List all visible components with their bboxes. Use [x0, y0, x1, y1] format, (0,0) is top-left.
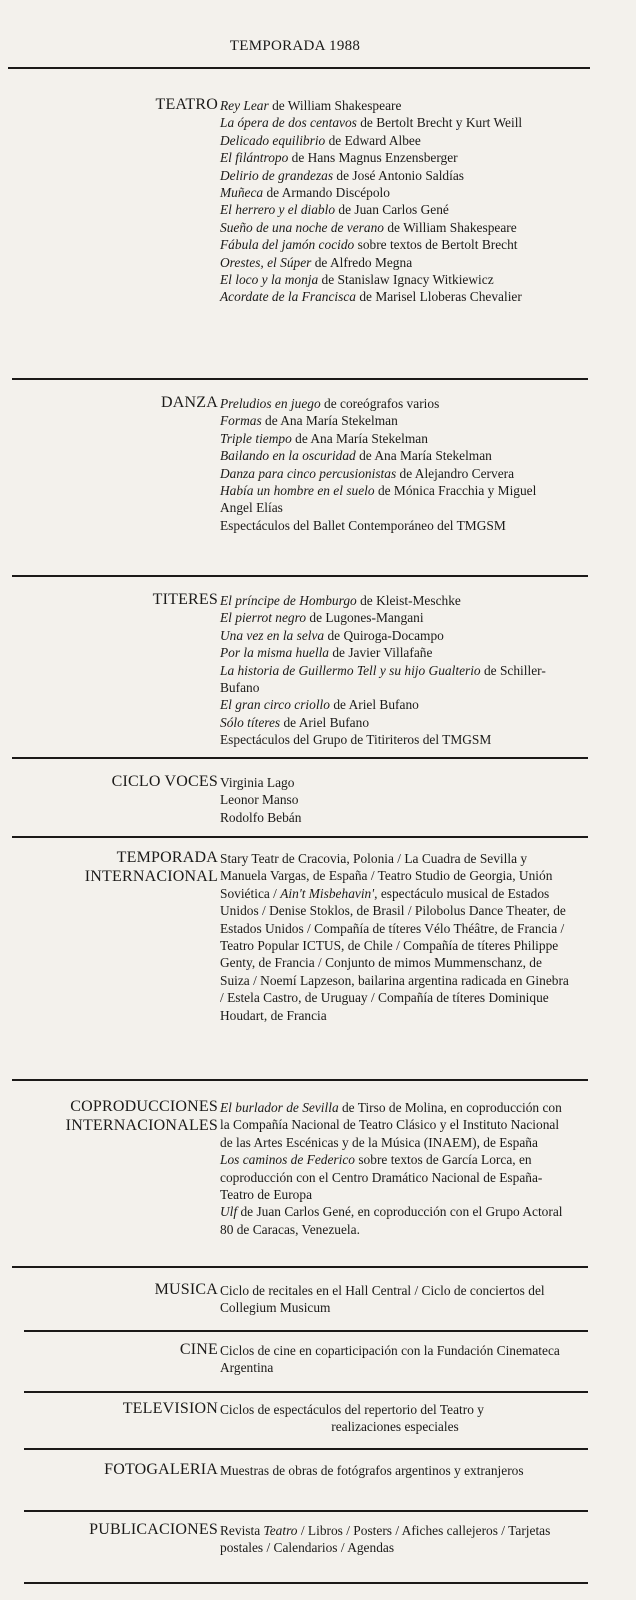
entry-text: sobre textos de García Lorca, en coproducción con el Centro Dramático Nacional de España-Teatro de Europa	[220, 1152, 543, 1203]
work-title: Acordate de la Francisca	[220, 289, 356, 305]
section-divider	[24, 1510, 588, 1512]
entry-text: de coreógrafos varios	[320, 396, 440, 411]
entry-text: de Kleist-Meschke	[356, 593, 461, 608]
entry-text: Espectáculos del Grupo de Titiriteros del TMGSM	[220, 732, 492, 748]
section-entry	[220, 592, 570, 609]
work-title: Los caminos de Federico	[220, 1152, 355, 1168]
section-label	[104, 1460, 218, 1479]
section-entry	[220, 774, 570, 791]
entry-text: de Stanislaw Ignacy Witkiewicz	[318, 272, 494, 288]
section-label	[153, 590, 218, 609]
section-entry	[220, 465, 570, 482]
work-title: Sólo títeres	[220, 714, 281, 730]
section-entry	[220, 1342, 570, 1377]
section-divider	[24, 1330, 588, 1332]
section-label	[155, 1280, 218, 1299]
work-title: Ulf	[220, 1204, 238, 1220]
section-entry	[220, 132, 570, 149]
section-entry	[220, 236, 570, 253]
section-entry	[220, 1401, 570, 1418]
entry-text: de Juan Carlos Gené	[335, 202, 449, 218]
work-title: El príncipe de Homburgo	[220, 593, 357, 608]
entry-text: de Marisel Lloberas Chevalier	[355, 289, 522, 305]
work-title: Orestes, el Súper	[220, 254, 312, 270]
work-title: El herrero y el diablo	[220, 202, 336, 218]
entry-text: Ciclos de espectáculos del repertorio del Teatro y	[220, 1402, 484, 1417]
section-label	[85, 848, 218, 886]
work-title: La historia de Guillermo Tell y su hijo Gualterio	[220, 662, 481, 678]
section-entries	[220, 1342, 570, 1377]
entry-text: de Lugones-Mangani	[306, 610, 424, 626]
entry-text: de Ariel Bufano	[329, 697, 419, 713]
work-title: La ópera de dos centavos	[220, 115, 357, 131]
entry-text: de Mónica Fracchia y Miguel Angel Elías	[220, 483, 537, 516]
section-entry	[220, 97, 570, 114]
section-divider	[24, 1448, 588, 1450]
section-entry	[220, 609, 570, 626]
work-title: El gran circo criollo	[220, 697, 330, 713]
work-title: Bailando en la oscuridad	[220, 448, 356, 464]
section-entry	[220, 271, 570, 288]
section-divider	[24, 1391, 588, 1393]
section-divider	[24, 1582, 588, 1584]
entry-text: de Alfredo Megna	[311, 254, 413, 270]
section-divider	[12, 836, 588, 838]
section-entries	[220, 395, 570, 534]
section-label-line: PUBLICACIONES	[89, 1521, 218, 1538]
entry-text: de Ariel Bufano	[280, 714, 370, 730]
work-title: Fábula del jamón cocido	[220, 237, 355, 253]
work-title: El loco y la monja	[220, 272, 319, 288]
section-entry	[220, 395, 570, 412]
section-entries	[220, 1282, 570, 1317]
entry-text: realizaciones especiales	[331, 1419, 459, 1435]
entry-text: Rodolfo Bebán	[220, 809, 302, 825]
work-title: Por la misma huella	[220, 645, 329, 661]
entry-text: sobre textos de Bertolt Brecht	[354, 237, 518, 253]
work-title: Sueño de una noche de verano	[220, 219, 384, 235]
entry-text: de Ana María Stekelman	[261, 413, 398, 429]
section-entries	[220, 1522, 570, 1557]
section-entry	[220, 644, 570, 661]
section-entry	[220, 254, 570, 271]
section-divider	[12, 757, 588, 759]
section-entry	[220, 447, 570, 464]
entry-text: Ciclo de recitales en el Hall Central / Ciclo de conciertos del Collegium Musicum	[220, 1283, 545, 1316]
section-label-line: INTERNACIONALES	[65, 1117, 218, 1134]
entry-text: de Schiller-Bufano	[220, 662, 546, 696]
entry-text: de Alejandro Cervera	[396, 465, 515, 481]
work-title: Rey Lear	[220, 98, 269, 113]
section-entry	[220, 201, 570, 218]
section-entry	[220, 1522, 570, 1557]
section-entry	[220, 219, 570, 236]
work-title: Teatro	[263, 1523, 298, 1538]
section-label-line: INTERNACIONAL	[84, 868, 218, 885]
section-label-line: COPRODUCCIONES	[70, 1098, 218, 1115]
header-rule	[8, 67, 590, 69]
section-label	[155, 95, 218, 114]
section-entry	[220, 288, 570, 305]
section-divider	[12, 575, 588, 577]
entry-text: de Javier Villafañe	[328, 645, 433, 661]
work-title: Delirio de grandezas	[220, 167, 334, 183]
work-title: El burlador de Sevilla	[220, 1100, 339, 1115]
section-entry	[220, 809, 570, 826]
section-entry	[220, 662, 570, 697]
section-entry	[220, 627, 570, 644]
page-title: TEMPORADA 1988	[229, 38, 361, 54]
entry-text: Muestras de obras de fotógrafos argentinos y extranjeros	[220, 1463, 524, 1478]
section-entry	[220, 412, 570, 429]
entry-text: de Tirso de Molina, en coproducción con la Compañía Nacional de Teatro Clásico y el Instituto Nacional de las Artes Escénicas y de la Música (INAEM), de España	[220, 1100, 562, 1150]
section-entry	[220, 482, 570, 517]
work-title: Danza para cinco percusionistas	[220, 465, 397, 481]
section-entries	[220, 592, 570, 749]
work-title: Una vez en la selva	[220, 627, 325, 643]
section-entries	[220, 1401, 570, 1436]
section-entry	[220, 1418, 570, 1435]
section-entry	[220, 791, 570, 808]
section-entries	[220, 1099, 570, 1238]
section-label	[66, 1097, 218, 1135]
section-entry	[220, 1203, 570, 1238]
section-label-line: CINE	[179, 1341, 218, 1358]
entry-text: , espectáculo musical de Estados Unidos / Denise Stoklos, de Brasil / Pilobolus Dance Theater, de Estados Unidos / Compañía de títeres Vélo Théâtre, de Francia / Teatro Popular ICTUS, de Chile / Compañía de títeres Philippe Genty, de Francia / Conjunto de mimos Mummenschanz, de Suiza / Noemí Lapzeson, bailarina argentina radicada en Ginebra / Estela Castro, de Uruguay / Compañía de títeres Dominique Houdart, de Francia	[220, 885, 569, 1023]
entry-text: Espectáculos del Ballet Contemporáneo del TMGSM	[220, 517, 506, 533]
section-label-line: FOTOGALERIA	[104, 1461, 218, 1478]
section-entries	[220, 97, 570, 306]
entry-text: de Bertolt Brecht y Kurt Weill	[356, 115, 523, 131]
section-entries	[220, 850, 570, 1024]
entry-text: Ciclos de cine en coparticipación con la Fundación Cinemateca Argentina	[220, 1343, 560, 1376]
section-label-line: TEMPORADA	[116, 849, 218, 866]
section-label-line: MUSICA	[154, 1281, 218, 1298]
section-entry	[220, 167, 570, 184]
section-label-line: CICLO VOCES	[111, 773, 218, 790]
section-entry	[220, 1462, 570, 1479]
section-entry	[220, 731, 570, 748]
section-entry	[220, 114, 570, 131]
work-title: Triple tiempo	[220, 430, 292, 446]
entry-text: de William Shakespeare	[268, 98, 402, 113]
entry-text: Leonor Manso	[220, 792, 299, 808]
section-label-line: DANZA	[161, 394, 218, 411]
entry-text: de Ana María Stekelman	[291, 430, 428, 446]
section-entry	[220, 850, 570, 1024]
entry-text: de Edward Albee	[325, 132, 421, 148]
entry-text: de Juan Carlos Gené, en coproducción con el Grupo Actoral 80 de Caracas, Venezuela.	[220, 1204, 563, 1237]
entry-text: de Armando Discépolo	[263, 185, 390, 201]
section-entry	[220, 696, 570, 713]
section-divider	[12, 378, 588, 380]
section-entries	[220, 774, 570, 826]
work-title: El filántropo	[220, 150, 289, 166]
section-divider	[12, 1079, 588, 1081]
section-entry	[220, 430, 570, 447]
entry-text: de Hans Magnus Enzensberger	[288, 150, 458, 166]
section-label	[112, 772, 218, 791]
section-entry	[220, 149, 570, 166]
section-entry	[220, 517, 570, 534]
entry-text: de José Antonio Saldías	[333, 167, 465, 183]
section-label	[123, 1399, 218, 1418]
entry-text: de Quiroga-Docampo	[324, 627, 444, 643]
work-title: Muñeca	[220, 185, 264, 201]
work-title: Formas	[220, 413, 262, 429]
work-title: Delicado equilibrio	[220, 132, 326, 148]
entry-text: de Ana María Stekelman	[355, 448, 492, 464]
work-title: El pierrot negro	[220, 610, 307, 626]
section-entries	[220, 1462, 570, 1479]
entry-text: Virginia Lago	[220, 775, 295, 790]
section-label	[89, 1520, 218, 1539]
section-label-line: TELEVISION	[122, 1400, 218, 1417]
section-label	[161, 393, 218, 412]
entry-text: Stary Teatr de Cracovia, Polonia / La Cuadra de Sevilla y Manuela Vargas, de España / Teatro Studio de Georgia, Unión Soviética /	[220, 851, 553, 901]
work-title: Había un hombre en el suelo	[220, 483, 375, 499]
entry-text: Revista	[220, 1523, 264, 1538]
work-title: Ain't Misbehavin'	[280, 885, 375, 901]
entry-text: / Libros / Posters / Afiches callejeros / Tarjetas postales / Calendarios / Agendas	[220, 1523, 551, 1556]
section-entry	[220, 184, 570, 201]
work-title: Preludios en juego	[220, 396, 321, 411]
section-label	[180, 1340, 218, 1359]
section-entry	[220, 714, 570, 731]
entry-text: de William Shakespeare	[383, 219, 517, 235]
section-label-line: TEATRO	[155, 96, 218, 113]
section-divider	[12, 1266, 588, 1268]
section-label-line: TITERES	[152, 591, 218, 608]
section-entry	[220, 1151, 570, 1203]
section-entry	[220, 1099, 570, 1151]
section-entry	[220, 1282, 570, 1317]
